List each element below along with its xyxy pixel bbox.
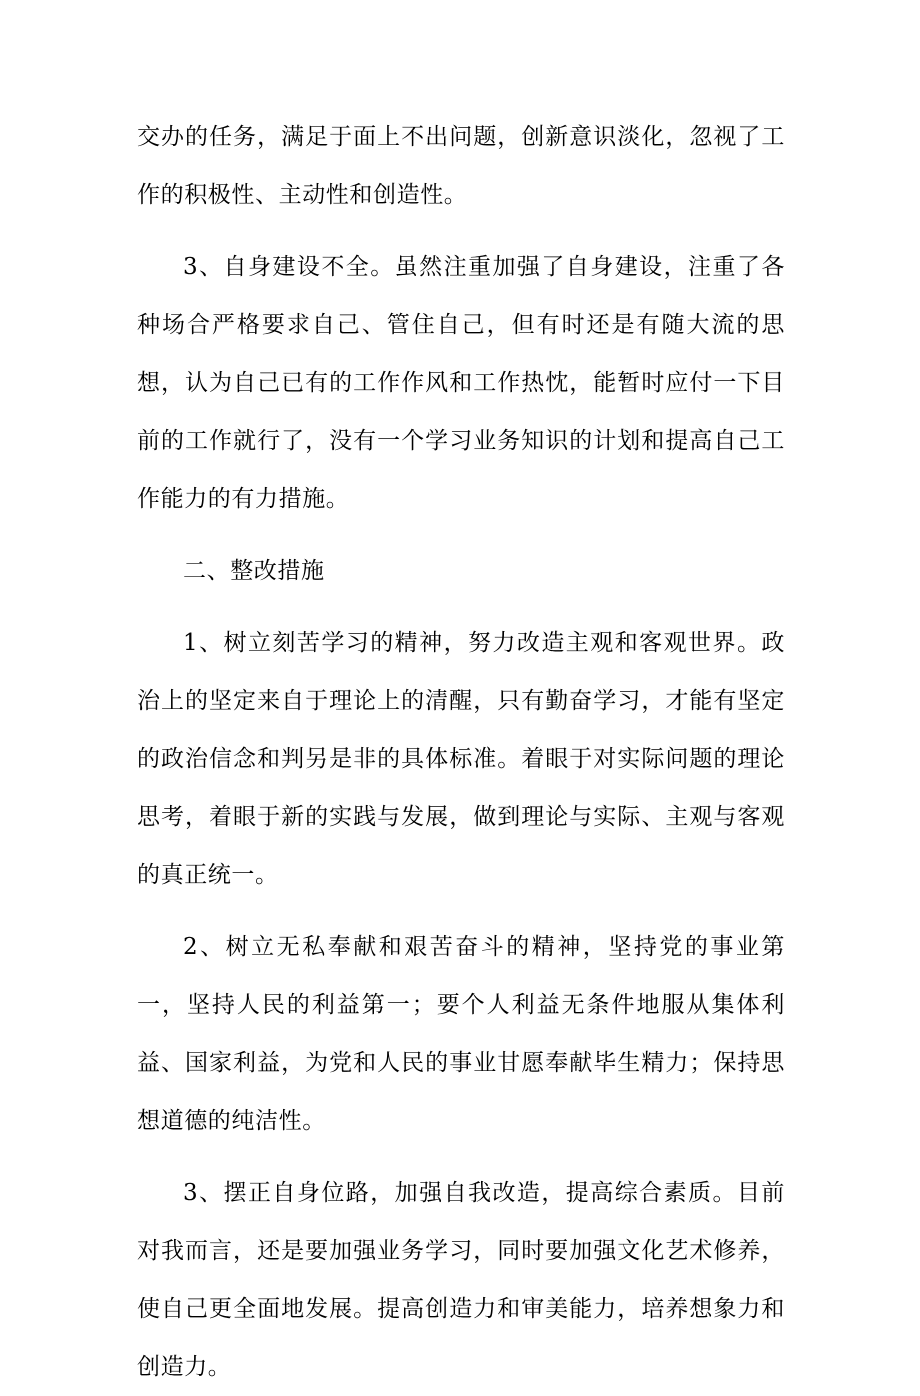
paragraph-measure-2: 2、树立无私奉献和艰苦奋斗的精神，坚持党的事业第一，坚持人民的利益第一；要个人利益无条件地服从集体利益、国家利益，为党和人民的事业甘愿奉献毕生精力；保持思想道德的纯洁性。: [137, 934, 785, 1134]
paragraph-measure-3: 3、摆正自身位路，加强自我改造，提高综合素质。目前对我而言，还是要加强业务学习，同时要加强文化艺术修养，使自己更全面地发展。提高创造力和审美能力，培养想象力和创造力。: [137, 1180, 785, 1380]
paragraph-measure-1: 1、树立刻苦学习的精神，努力改造主观和客观世界。政治上的坚定来自于理论上的清醒，只有勤奋学习，才能有坚定的政治信念和判另是非的具体标准。着眼于对实际问题的理论思考，着眼于新的实践与发展，做到理论与实际、主观与客观的真正统一。: [137, 630, 785, 888]
paragraph-continuation: 交办的任务，满足于面上不出问题，创新意识淡化，忽视了工作的积极性、主动性和创造性。: [137, 124, 785, 208]
paragraph-item-3-self-building: 3、自身建设不全。虽然注重加强了自身建设，注重了各种场合严格要求自己、管住自己，但有时还是有随大流的思想，认为自己已有的工作作风和工作热忱，能暂时应付一下目前的工作就行了，没有一个学习业务知识的计划和提高自己工作能力的有力措施。: [137, 254, 785, 512]
section-heading-rectification-measures: 二、整改措施: [183, 558, 325, 584]
document-body: [137, 108, 785, 1396]
